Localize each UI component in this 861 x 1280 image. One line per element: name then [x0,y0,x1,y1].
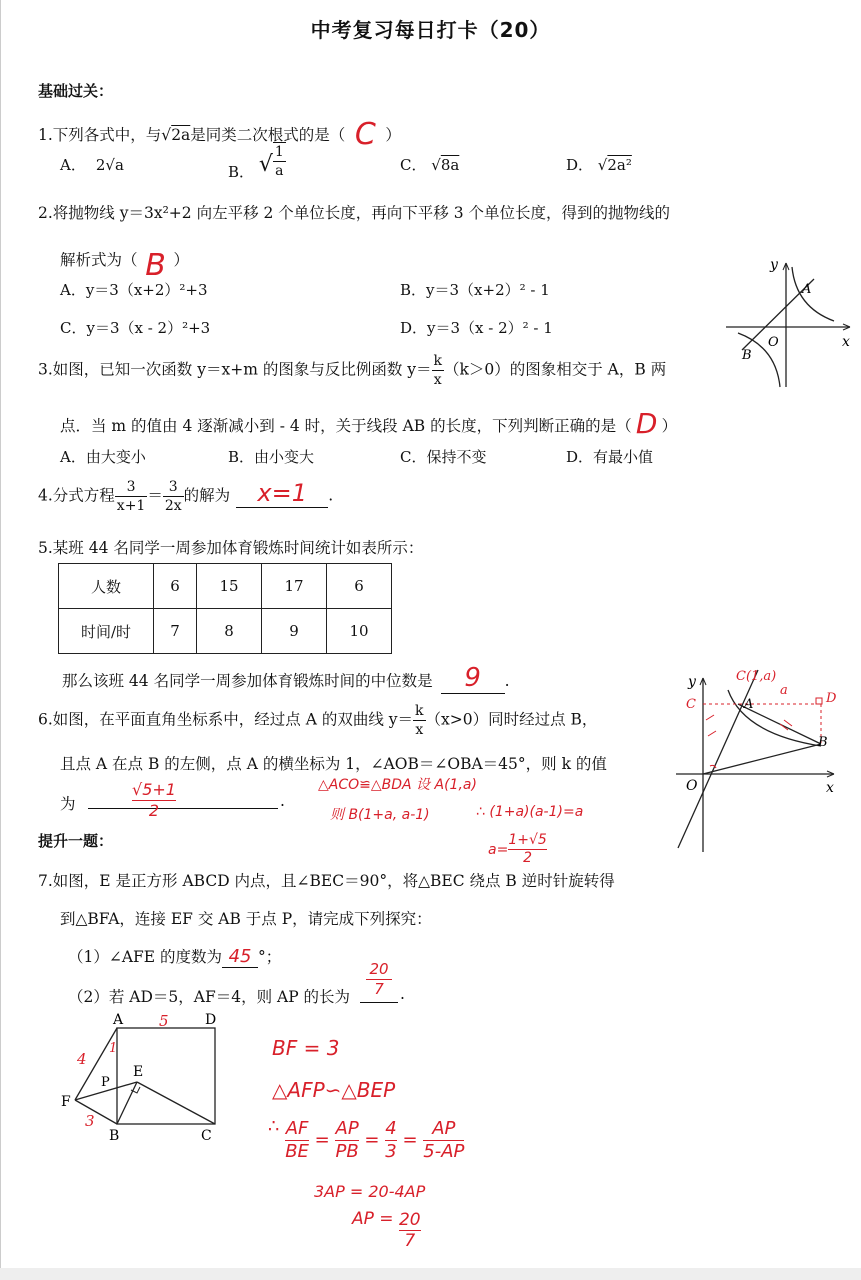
q6-line1-post: （x>0）同时经过点 B， [425,710,598,729]
q6-fig-b: B [818,735,828,750]
q4-eq: ＝ [147,486,163,505]
q6-fig-o: O [686,778,698,794]
q7-w3-f4d: 5-AP [423,1141,465,1162]
q6-fig-c: C [686,697,696,712]
q5-table [58,563,392,654]
table-cell: 10 [327,609,392,654]
q7-w3-f3n: 4 [385,1118,397,1139]
q5-follow [62,663,510,694]
page-title: 中考复习每日打卡（20） [310,18,551,42]
table-cell: 17 [262,564,327,609]
q7-w3-eq2: = [364,1129,380,1151]
q4-f1-den: x+1 [116,498,146,514]
table-row [59,609,392,654]
q1-option-a [60,154,124,175]
q7-square [117,1028,215,1124]
q6-frac-den: x [415,722,424,738]
q6-work-2: 则 B(1+a, a-1) [330,807,430,823]
q3-line2-text: 点．当 m 的值由 4 逐渐减小到 - 4 时，关于线段 AB 的长度，下列判断正确的是（ [60,417,632,435]
table-cell: 6 [154,564,197,609]
q1-option-b [228,142,286,180]
q3-fig-o: O [768,335,779,350]
q6-work-4-num: 1+√5 [508,832,547,848]
table-row [59,564,392,609]
q2-answer: B [145,248,166,283]
section-advanced: 提升一题： [38,832,114,850]
q6-work-3: ∴ (1+a)(a-1)=a [476,804,584,820]
q6-work-1: △ACO≌△BDA 设 A(1,a) [318,777,477,793]
q6-fig-d: D [826,691,837,706]
q7-fig-s3: 3 [85,1112,95,1130]
q7-p1-pre: （1）∠AFE 的度数为 [68,948,223,966]
q7-fig-s1: 1 [109,1041,118,1056]
q6-answer [132,780,176,821]
q4-f1-num: 3 [115,478,148,497]
q3-option-c: C．保持不变 [400,448,487,466]
q7-fig-s4: 4 [77,1050,87,1068]
q7-part2 [68,985,350,1007]
q7-line1: 7.如图，E 是正方形 ABCD 内点，且∠BEC＝90°，将△BEC 绕点 B 逆时针旋转得 [38,872,615,890]
q7-fig-d: D [205,1012,217,1028]
q3-fig-a: A [802,282,812,297]
q1-option-d: D． √2a² [566,156,632,174]
q7-w3-f1d: BE [285,1141,309,1162]
q3-line1 [38,352,666,389]
q7-w3-eq1: = [314,1129,330,1151]
q6-fig-alabel: a [780,683,788,698]
q5-answer: 9 [441,663,505,694]
q7-work-3-pre: ∴ [268,1115,280,1137]
q3-fig-y: y [770,257,778,273]
q2-line2-text: 解析式为（ [60,251,138,269]
q7-line-ec [137,1082,215,1124]
q7-p2-end: . [400,985,405,1003]
q6-fig-a: A [744,697,754,712]
q1-b-sqrt: √ [258,152,273,177]
q7-p2-den: 7 [374,980,384,998]
q7-p2-num: 20 [366,960,392,980]
q2-option-c: C．y＝3（x - 2）²+3 [60,319,211,337]
q3-figure [722,255,857,390]
q6-answer-blank [88,788,278,809]
q6-frac-num: k [415,703,424,719]
q6-line3 [60,792,76,814]
q3-close: ） [661,417,678,435]
q2-option-d: D．y＝3（x - 2）² - 1 [400,319,553,337]
q6-end: . [280,792,285,810]
q2-option-b: B．y＝3（x+2）² - 1 [400,281,550,299]
q7-work-2: △AFP∽△BEP [272,1078,396,1102]
table-cell: 8 [197,609,262,654]
q7-w3-f2d: PB [335,1141,359,1162]
q1-answer: C [354,117,376,152]
q4-post: 的解为 [183,486,231,505]
q6-answer-num: √5+1 [132,780,176,799]
q1-a-value: 2√a [95,156,124,174]
q7-part1 [68,945,281,968]
q6-line-ob [703,744,821,774]
q7-w5-num: 20 [398,1210,421,1230]
q6-fig-y: y [688,674,696,690]
q7-line-be [117,1082,137,1124]
q7-p2-pre: （2）若 AD＝5，AF＝4，则 AP 的长为 [68,988,351,1006]
q3-answer: D [635,407,658,440]
q2-line1: 2.将抛物线 y＝3x²+2 向左平移 2 个单位长度，再向下平移 3 个单位长度，得到的抛物线的 [38,204,670,222]
q7-fig-e: E [133,1064,144,1080]
q7-w3-eq3: = [402,1129,418,1151]
q7-w3-f1n: AF [285,1118,309,1139]
q3-line1-pre: 3.如图，已知一次函数 y＝x+m 的图象与反比例函数 y＝ [38,360,432,379]
q7-fig-f: F [61,1094,71,1110]
q7-line2: 到△BFA，连接 EF 交 AB 于点 P，请完成下列探究： [60,910,432,928]
q6-work-4 [488,832,547,867]
q5-end: . [504,672,510,690]
q6-line1-pre: 6.如图，在平面直角坐标系中，经过点 A 的双曲线 y＝ [38,710,414,729]
q7-w5-pre: AP = [352,1208,394,1229]
q6-tick-marks [706,715,716,736]
q1-c-label: C． [400,156,427,174]
q1-d-value: 2a² [607,156,632,174]
q7-fig-p: P [101,1075,110,1090]
q7-p1-answer: 45 [222,946,258,968]
q3-option-d: D．有最小值 [566,448,654,466]
q1-stem-post: 是同类二次根式的是（ [190,126,346,144]
q3-fig-x: x [842,334,850,350]
q7-fig-b: B [109,1128,120,1144]
page-edge [0,0,1,1280]
q1-stem-pre: 1.下列各式中，与 [38,126,162,144]
q2-option-a: A．y＝3（x+2）²+3 [60,281,208,299]
q3-line1-post: （k＞0）的图象相交于 A，B 两 [444,360,667,379]
q1-c-value: 8a [440,156,460,174]
q4-f2-num: 3 [163,478,184,497]
table-cell: 人数 [59,564,154,609]
q6-line3-text: 为 [60,795,76,813]
q6-fig-ca: C(1,a) [736,669,777,684]
table-cell: 时间/时 [59,609,154,654]
q1-b-label: B． [228,163,255,181]
q5-stem: 5.某班 44 名同学一周参加体育锻炼时间统计如表所示： [38,539,424,557]
q1-b-num: 1 [274,144,284,160]
q3-option-b: B．由小变大 [228,448,315,466]
table-cell: 7 [154,609,197,654]
q4-answer: x=1 [236,479,328,508]
q6-work-4-pre: a= [488,842,509,858]
q2-line2 [60,238,190,283]
q1-a-label: A． [60,156,86,174]
q1-b-den: a [275,163,284,179]
q7-figure [55,1008,235,1148]
q6-fig-x: x [826,780,834,796]
q6-figure [666,662,842,854]
q6-answer-den: 2 [148,801,160,820]
bottom-bar [0,1268,861,1280]
q7-work-4: 3AP = 20-4AP [314,1182,426,1201]
q3-option-a: A．由大变小 [60,448,146,466]
q1-radical: √2a [161,126,191,144]
q7-w5-den: 7 [404,1231,416,1251]
q1-close: ） [385,126,401,144]
q2-close: ） [173,251,190,269]
q7-work-1: BF = 3 [272,1036,340,1060]
q4-end: . [328,486,334,505]
q7-fig-a: A [113,1012,124,1028]
table-cell: 6 [327,564,392,609]
q7-fig-c: C [201,1128,212,1144]
q6-line1 [38,702,597,739]
q7-w3-f2n: AP [335,1118,359,1139]
table-cell: 9 [262,609,327,654]
table-cell: 15 [197,564,262,609]
q7-w3-f4n: AP [423,1118,464,1141]
q3-line2 [60,405,677,438]
q1-radicand: 2a [171,126,191,144]
q7-p1-post: °； [258,948,282,966]
q7-line-fb [75,1100,117,1124]
q7-p2-answer [366,960,392,999]
q7-fig-s5: 5 [159,1012,169,1030]
q6-right-angle-d [816,698,822,704]
q1-d-label: D． [566,156,594,174]
q4-line [38,478,333,515]
q5-follow-text: 那么该班 44 名同学一周参加体育锻炼时间的中位数是 [62,672,433,690]
q7-work-5 [352,1210,421,1251]
q4-f2-den: 2x [164,498,182,514]
q1-option-c: C． √8a [400,156,460,174]
q3-fig-b: B [742,348,752,363]
q7-work-3 [268,1115,465,1163]
q7-w3-f3d: 3 [385,1141,397,1162]
q4-pre: 4.分式方程 [38,486,115,505]
q1-stem [38,113,401,152]
q3-frac-den: x [433,372,442,388]
q6-line2: 且点 A 在点 B 的左侧，点 A 的横坐标为 1，∠AOB＝∠OBA＝45°，则 k 的值 [60,755,607,773]
q6-work-4-den: 2 [523,850,532,866]
section-basic: 基础过关： [38,82,114,100]
q3-frac-num: k [433,353,442,369]
